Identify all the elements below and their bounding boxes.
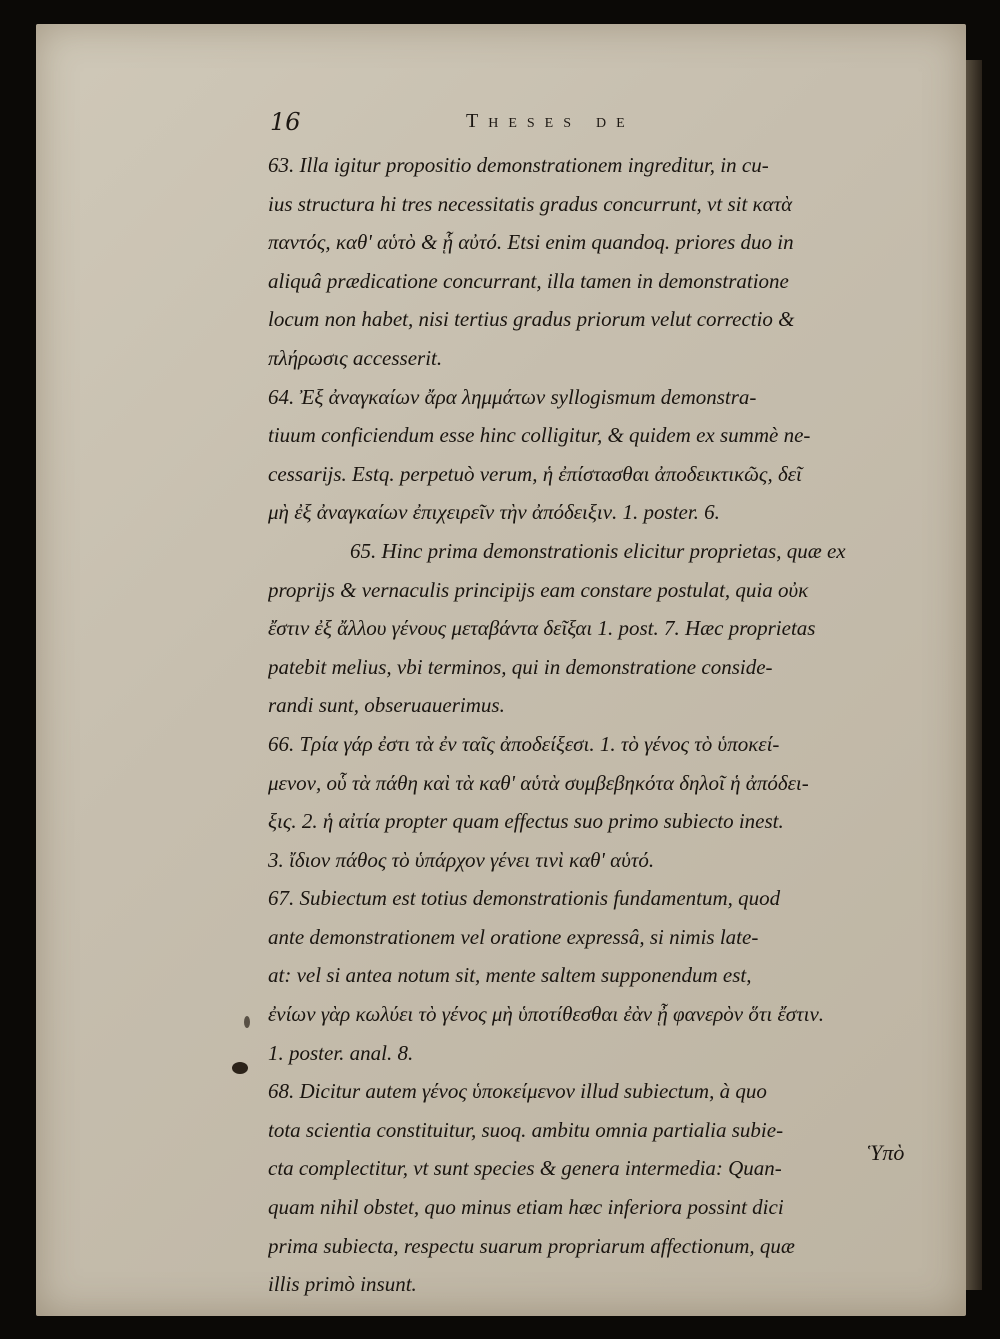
text-line: tiuum conficiendum esse hinc colligitur, & quidem ex summè ne- xyxy=(268,423,811,448)
ink-blot xyxy=(244,1016,250,1028)
text-line: tota scientia constituitur, suoq. ambitu omnia partialia subie- xyxy=(268,1117,784,1142)
page-number: 16 xyxy=(270,108,301,136)
text-line: prima subiecta, respectu suarum propriarum affectionum, quæ xyxy=(268,1233,795,1258)
text-line: ante demonstrationem vel oratione expressâ, si nimis late- xyxy=(268,924,759,949)
text-line: at: vel si antea notum sit, mente saltem supponendum est, xyxy=(268,963,752,988)
text-line: 64. Ἐξ ἀναγκαίων ἄρα λημμάτων syllogismum demonstra- xyxy=(268,384,757,409)
body-text xyxy=(268,146,928,1304)
text-line: cessarijs. Estq. perpetuò verum, ἡ ἐπίστασθαι ἀποδεικτικῶς, δεῖ xyxy=(268,461,802,486)
ink-blot xyxy=(232,1062,248,1074)
text-line: ξις. 2. ἡ αἰτία propter quam effectus suo primo subiecto inest. xyxy=(268,809,784,834)
text-line: cta complectitur, vt sunt species & genera intermedia: Quan- xyxy=(268,1156,782,1181)
running-head xyxy=(270,108,710,138)
text-line: παντός, καθ' αὑτὸ & ᾗ αὐτό. Etsi enim quandoq. priores duo in xyxy=(268,230,794,255)
text-line: 63. Illa igitur propositio demonstrationem ingreditur, in cu- xyxy=(268,153,769,177)
text-line: ἐνίων γὰρ κωλύει τὸ γένος μὴ ὑποτίθεσθαι ἐὰν ᾖ φανερὸν ὅτι ἔστιν. xyxy=(268,1002,825,1027)
text-line: 65. Hinc prima demonstrationis elicitur proprietas, quæ ex xyxy=(350,538,846,563)
text-line: 1. poster. anal. 8. xyxy=(268,1040,414,1065)
text-line: 67. Subiectum est totius demonstrationis fundamentum, quod xyxy=(268,886,781,911)
text-line: πλήρωσις accesserit. xyxy=(268,345,443,370)
text-line: ius structura hi tres necessitatis gradus concurrunt, vt sit κατὰ xyxy=(268,191,793,216)
text-line: μενον, οὗ τὰ πάθη καὶ τὰ καθ' αὑτὰ συμβεβηκότα δηλοῖ ἡ ἀπόδει- xyxy=(268,770,809,795)
text-line: proprijs & vernaculis principijs eam constare postulat, quia οὐκ xyxy=(268,577,809,602)
text-line: μὴ ἐξ ἀναγκαίων ἐπιχειρεῖν τὴν ἀπόδειξιν. 1. poster. 6. xyxy=(268,500,720,525)
text-line: aliquâ prædicatione concurrant, illa tamen in demonstratione xyxy=(268,268,789,293)
text-line: patebit melius, vbi terminos, qui in demonstratione conside- xyxy=(268,654,773,679)
text-line: locum non habet, nisi tertius gradus priorum velut correctio & xyxy=(268,307,795,332)
running-head-title: Theses de xyxy=(466,110,635,132)
text-line: quam nihil obstet, quo minus etiam hæc inferiora possint dici xyxy=(268,1195,784,1220)
text-line: 66. Τρία γάρ ἐστι τὰ ἐν ταῖς ἀποδείξεσι. 1. τὸ γένος τὸ ὑποκεί- xyxy=(268,731,780,756)
catchword: Ὑπὸ xyxy=(868,1140,905,1165)
text-line: 3. ἴδιον πάθος τὸ ὑπάρχον γένει τινὶ καθ' αὑτό. xyxy=(268,847,655,872)
text-line: 68. Dicitur autem γένος ὑποκείμενον illud subiectum, à quo xyxy=(268,1079,767,1104)
text-line: randi sunt, obseruauerimus. xyxy=(268,693,505,718)
text-line: illis primò insunt. xyxy=(268,1272,417,1297)
text-line: ἔστιν ἐξ ἄλλου γένους μεταβάντα δεῖξαι 1. post. 7. Hæc proprietas xyxy=(268,616,816,641)
